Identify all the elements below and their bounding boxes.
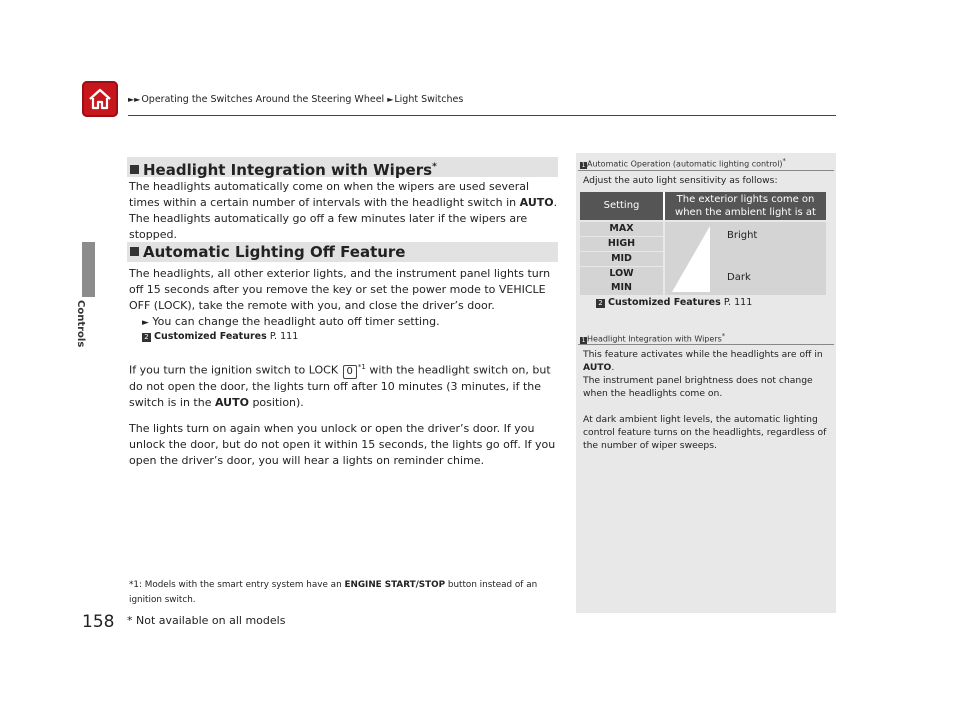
breadcrumb — [128, 94, 463, 105]
paragraph: The headlights automatically come on when the wipers are used several times within a certain number of intervals with the headlight switch in AUTO. The headlights automatically go off a few minutes later if the wipers are stopped. — [129, 180, 558, 241]
page-number: 158 — [82, 612, 115, 632]
cross-reference[interactable]: 2 Customized Features P. 111 — [142, 331, 298, 342]
home-button[interactable] — [82, 81, 118, 117]
bright-label: Bright — [727, 230, 758, 241]
side-tab-label: Controls — [75, 300, 86, 348]
section-heading: Headlight Integration with Wipers* — [127, 157, 558, 177]
brightness-wedge-graphic — [672, 226, 712, 292]
note-intro: Adjust the auto light sensitivity as follows: — [583, 175, 778, 186]
note-rule — [578, 170, 834, 171]
footnote: *1: Models with the smart entry system have an ENGINE START/STOP button instead of an ignition switch. — [129, 580, 538, 605]
note-title: 1 Automatic Operation (automatic lighting control)* — [581, 157, 786, 169]
note-title: 1 Headlight Integration with Wipers* — [581, 332, 726, 344]
arrow-icon: ► — [142, 318, 149, 328]
header-rule — [128, 115, 836, 116]
side-tab[interactable] — [82, 242, 95, 297]
note-icon: 1 — [581, 336, 586, 344]
section-heading: Automatic Lighting Off Feature — [127, 242, 558, 262]
table-row: MAX — [580, 222, 663, 236]
bullet-note: ► You can change the headlight auto off timer setting. — [142, 315, 440, 328]
note-rule — [578, 344, 834, 345]
paragraph: The headlights, all other exterior lights, and the instrument panel lights turn off 15 seconds after you remove the key or set the power mode to VEHICLE OFF (LOCK), take the remote with you, and close the driver’s door. — [129, 267, 551, 312]
breadcrumb-item[interactable]: Light Switches — [394, 94, 464, 105]
note-body: This feature activates while the headlights are off in AUTO. The instrument panel brightness does not change when the headlights come on. At dark ambient light levels, the automatic lighting control feature turns on the headlights, regardless of the number of wiper sweeps. — [583, 349, 827, 451]
home-icon — [87, 86, 113, 112]
arrow-icon: ►► — [128, 95, 141, 104]
paragraph: If you turn the ignition switch to LOCK 0 $^{*1}$ with the headlight switch on, but do not open the door, the lights turn off after 10 minutes (3 minutes, if the switch is in the AUTO position). — [129, 363, 551, 409]
square-bullet-icon — [130, 247, 139, 256]
breadcrumb-item[interactable]: Operating the Switches Around the Steering Wheel — [141, 94, 385, 105]
sensitivity-table-header — [580, 192, 826, 220]
xref-icon: 2 — [596, 299, 605, 308]
lock-key-symbol: 0 — [343, 365, 357, 379]
arrow-icon: ► — [387, 95, 394, 104]
square-bullet-icon — [130, 165, 139, 174]
xref-icon: 2 — [142, 333, 151, 342]
table-row: MIN — [580, 281, 663, 295]
brightness-scale-cell — [665, 222, 826, 295]
cross-reference[interactable]: 2 Customized Features P. 111 — [596, 297, 752, 308]
table-header-cell: The exterior lights come on when the ambient light is at — [675, 194, 816, 218]
table-row: MID — [580, 252, 663, 266]
note-icon: 1 — [581, 161, 586, 169]
availability-note: * Not available on all models — [127, 614, 286, 627]
table-header-cell: Setting — [603, 200, 640, 211]
table-row: LOW — [580, 267, 663, 281]
dark-label: Dark — [727, 272, 751, 283]
table-row: HIGH — [580, 237, 663, 251]
paragraph: The lights turn on again when you unlock or open the driver’s door. If you unlock the door, but do not open it within 15 seconds, the lights go off. If you open the driver’s door, you will hear a lights on reminder chime. — [129, 422, 556, 467]
